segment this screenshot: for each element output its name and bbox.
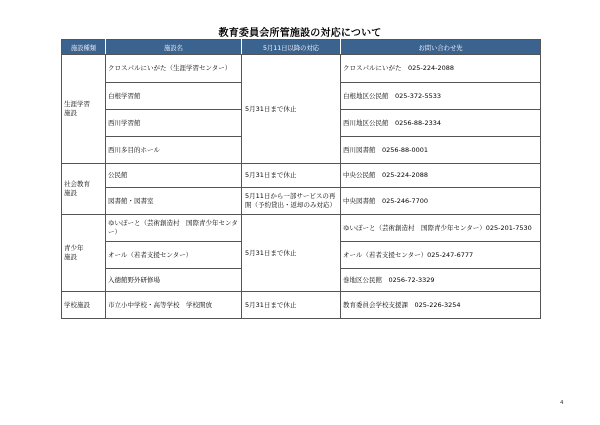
contact-cell: ゆいぽーと（芸術創造村 国際青少年センター）025-201-7530 xyxy=(341,215,541,242)
response-cell: 5月31日まで休止 xyxy=(242,292,341,319)
response-cell: 5月31日まで休止 xyxy=(242,164,341,188)
table-row xyxy=(62,292,541,319)
contact-cell: 教育委員会学校支援課 025-226-3254 xyxy=(341,292,541,319)
facility-name: 白根学習館 xyxy=(106,83,242,110)
contact-cell: 西川図書館 0256-88-0001 xyxy=(341,137,541,164)
facility-name: 公民館 xyxy=(106,164,242,188)
category-social: 社会教育 施設 xyxy=(62,164,106,215)
category-lifelong: 生涯学習 施設 xyxy=(62,55,106,164)
category-youth: 青少年 施設 xyxy=(62,215,106,292)
response-cell: 5月11日から一部サービスの再開（予約貸出・返却のみ対応） xyxy=(242,188,341,215)
table-row xyxy=(62,188,541,215)
response-cell: 5月31日まで休止 xyxy=(242,55,341,164)
facility-name: 図書館・図書室 xyxy=(106,188,242,215)
facility-name: 入徳館野外研修場 xyxy=(106,269,242,292)
table-row xyxy=(62,164,541,188)
contact-cell: 白根地区公民館 025-372-5533 xyxy=(341,83,541,110)
header-contact: お問い合わせ先 xyxy=(341,40,541,55)
table-row xyxy=(62,215,541,242)
contact-cell: オール（若者支援センター）025-247-6777 xyxy=(341,242,541,269)
page-number: 4 xyxy=(560,400,564,406)
facility-name: オール（若者支援センター） xyxy=(106,242,242,269)
facility-name: 市立小中学校・高等学校 学校開放 xyxy=(106,292,242,319)
table-header-row xyxy=(62,40,541,55)
contact-cell: クロスパルにいがた 025-224-2088 xyxy=(341,55,541,83)
facility-name: クロスパルにいがた（生涯学習センター） xyxy=(106,55,242,83)
facility-name: 西川学習館 xyxy=(106,110,242,137)
header-response: 5月11日以降の対応 xyxy=(242,40,341,55)
contact-cell: 中央図書館 025-246-7700 xyxy=(341,188,541,215)
category-school: 学校施設 xyxy=(62,292,106,319)
table-row xyxy=(62,55,541,83)
contact-cell: 西川地区公民館 0256-88-2334 xyxy=(341,110,541,137)
facility-table xyxy=(61,39,541,319)
contact-cell: 中央公民館 025-224-2088 xyxy=(341,164,541,188)
header-facility-name: 施設名 xyxy=(106,40,242,55)
page-title: 教育委員会所管施設の対応について xyxy=(218,28,382,39)
response-cell: 5月31日まで休止 xyxy=(242,215,341,292)
header-facility-type: 施設種類 xyxy=(62,40,106,55)
facility-name: ゆいぽーと（芸術創造村 国際青少年センター） xyxy=(106,215,242,242)
contact-cell: 巻地区公民館 0256-72-3329 xyxy=(341,269,541,292)
facility-name: 西川多目的ホール xyxy=(106,137,242,164)
